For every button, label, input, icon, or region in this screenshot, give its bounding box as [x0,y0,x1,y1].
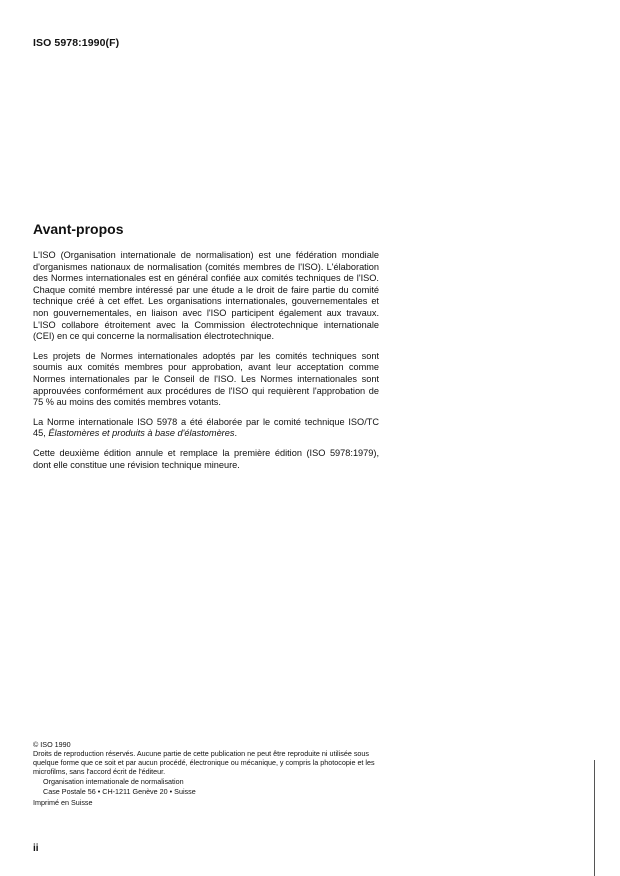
copyright-notice [33,740,383,807]
foreword-paragraph-3 [33,417,379,440]
paragraph-3-end: . [234,428,238,439]
page-number: ii [33,843,39,854]
postal-address: Case Postale 56 • CH-1211 Genève 20 • Suisse [43,787,196,796]
organisation-name: Organisation internationale de normalisation [43,777,184,786]
rights-statement: Droits de reproduction réservés. Aucune partie de cette publication ne peut être reproduite ni utilisée sous quelque forme que ce soit et par aucun procédé, électronique ou mécanique, y compris la photocopie et les microfilms, sans l'accord écrit de l'éditeur. [33,749,375,776]
scan-edge-line [594,760,595,876]
committee-title: Élastomères et produits à base d'élastomères [48,428,235,439]
foreword-paragraph-2: Les projets de Normes internationales adoptés par les comités techniques sont soumis aux comités membres pour approbation, avant leur acceptation comme Normes internationales par le Conseil de l'ISO. Les Normes internationales sont approuvées conformément aux procédures de l'ISO qui requièrent l'approbation de 75 % au moins des comités membres votants. [33,350,379,408]
section-title: Avant-propos [33,221,124,237]
paragraph-3-start: La Norme internationale ISO 5978 a été élaborée par le comité technique ISO/TC 45, [33,416,379,439]
printed-in: Imprimé en Suisse [33,798,93,807]
foreword-paragraph-4: Cette deuxième édition annule et remplace la première édition (ISO 5978:1979), dont elle constitue une révision technique mineure. [33,447,379,470]
document-id: ISO 5978:1990(F) [33,37,120,49]
foreword-paragraph-1: L'ISO (Organisation internationale de normalisation) est une fédération mondiale d'organismes nationaux de normalisation (comités membres de l'ISO). L'élaboration des Normes internationales est en général confiée aux comités techniques de l'ISO. Chaque comité membre intéressé par une étude a le droit de faire partie du comité technique créé à cet effet. Les organisations internationales, gouvernementales et non gouvernementales, en liaison avec l'ISO participent également aux travaux. L'ISO collabore étroitement avec la Commission électrotechnique internationale (CEI) en ce qui concerne la normalisation électrotechnique. [33,250,379,342]
copyright-line: © ISO 1990 [33,740,71,749]
foreword-section [33,221,379,479]
